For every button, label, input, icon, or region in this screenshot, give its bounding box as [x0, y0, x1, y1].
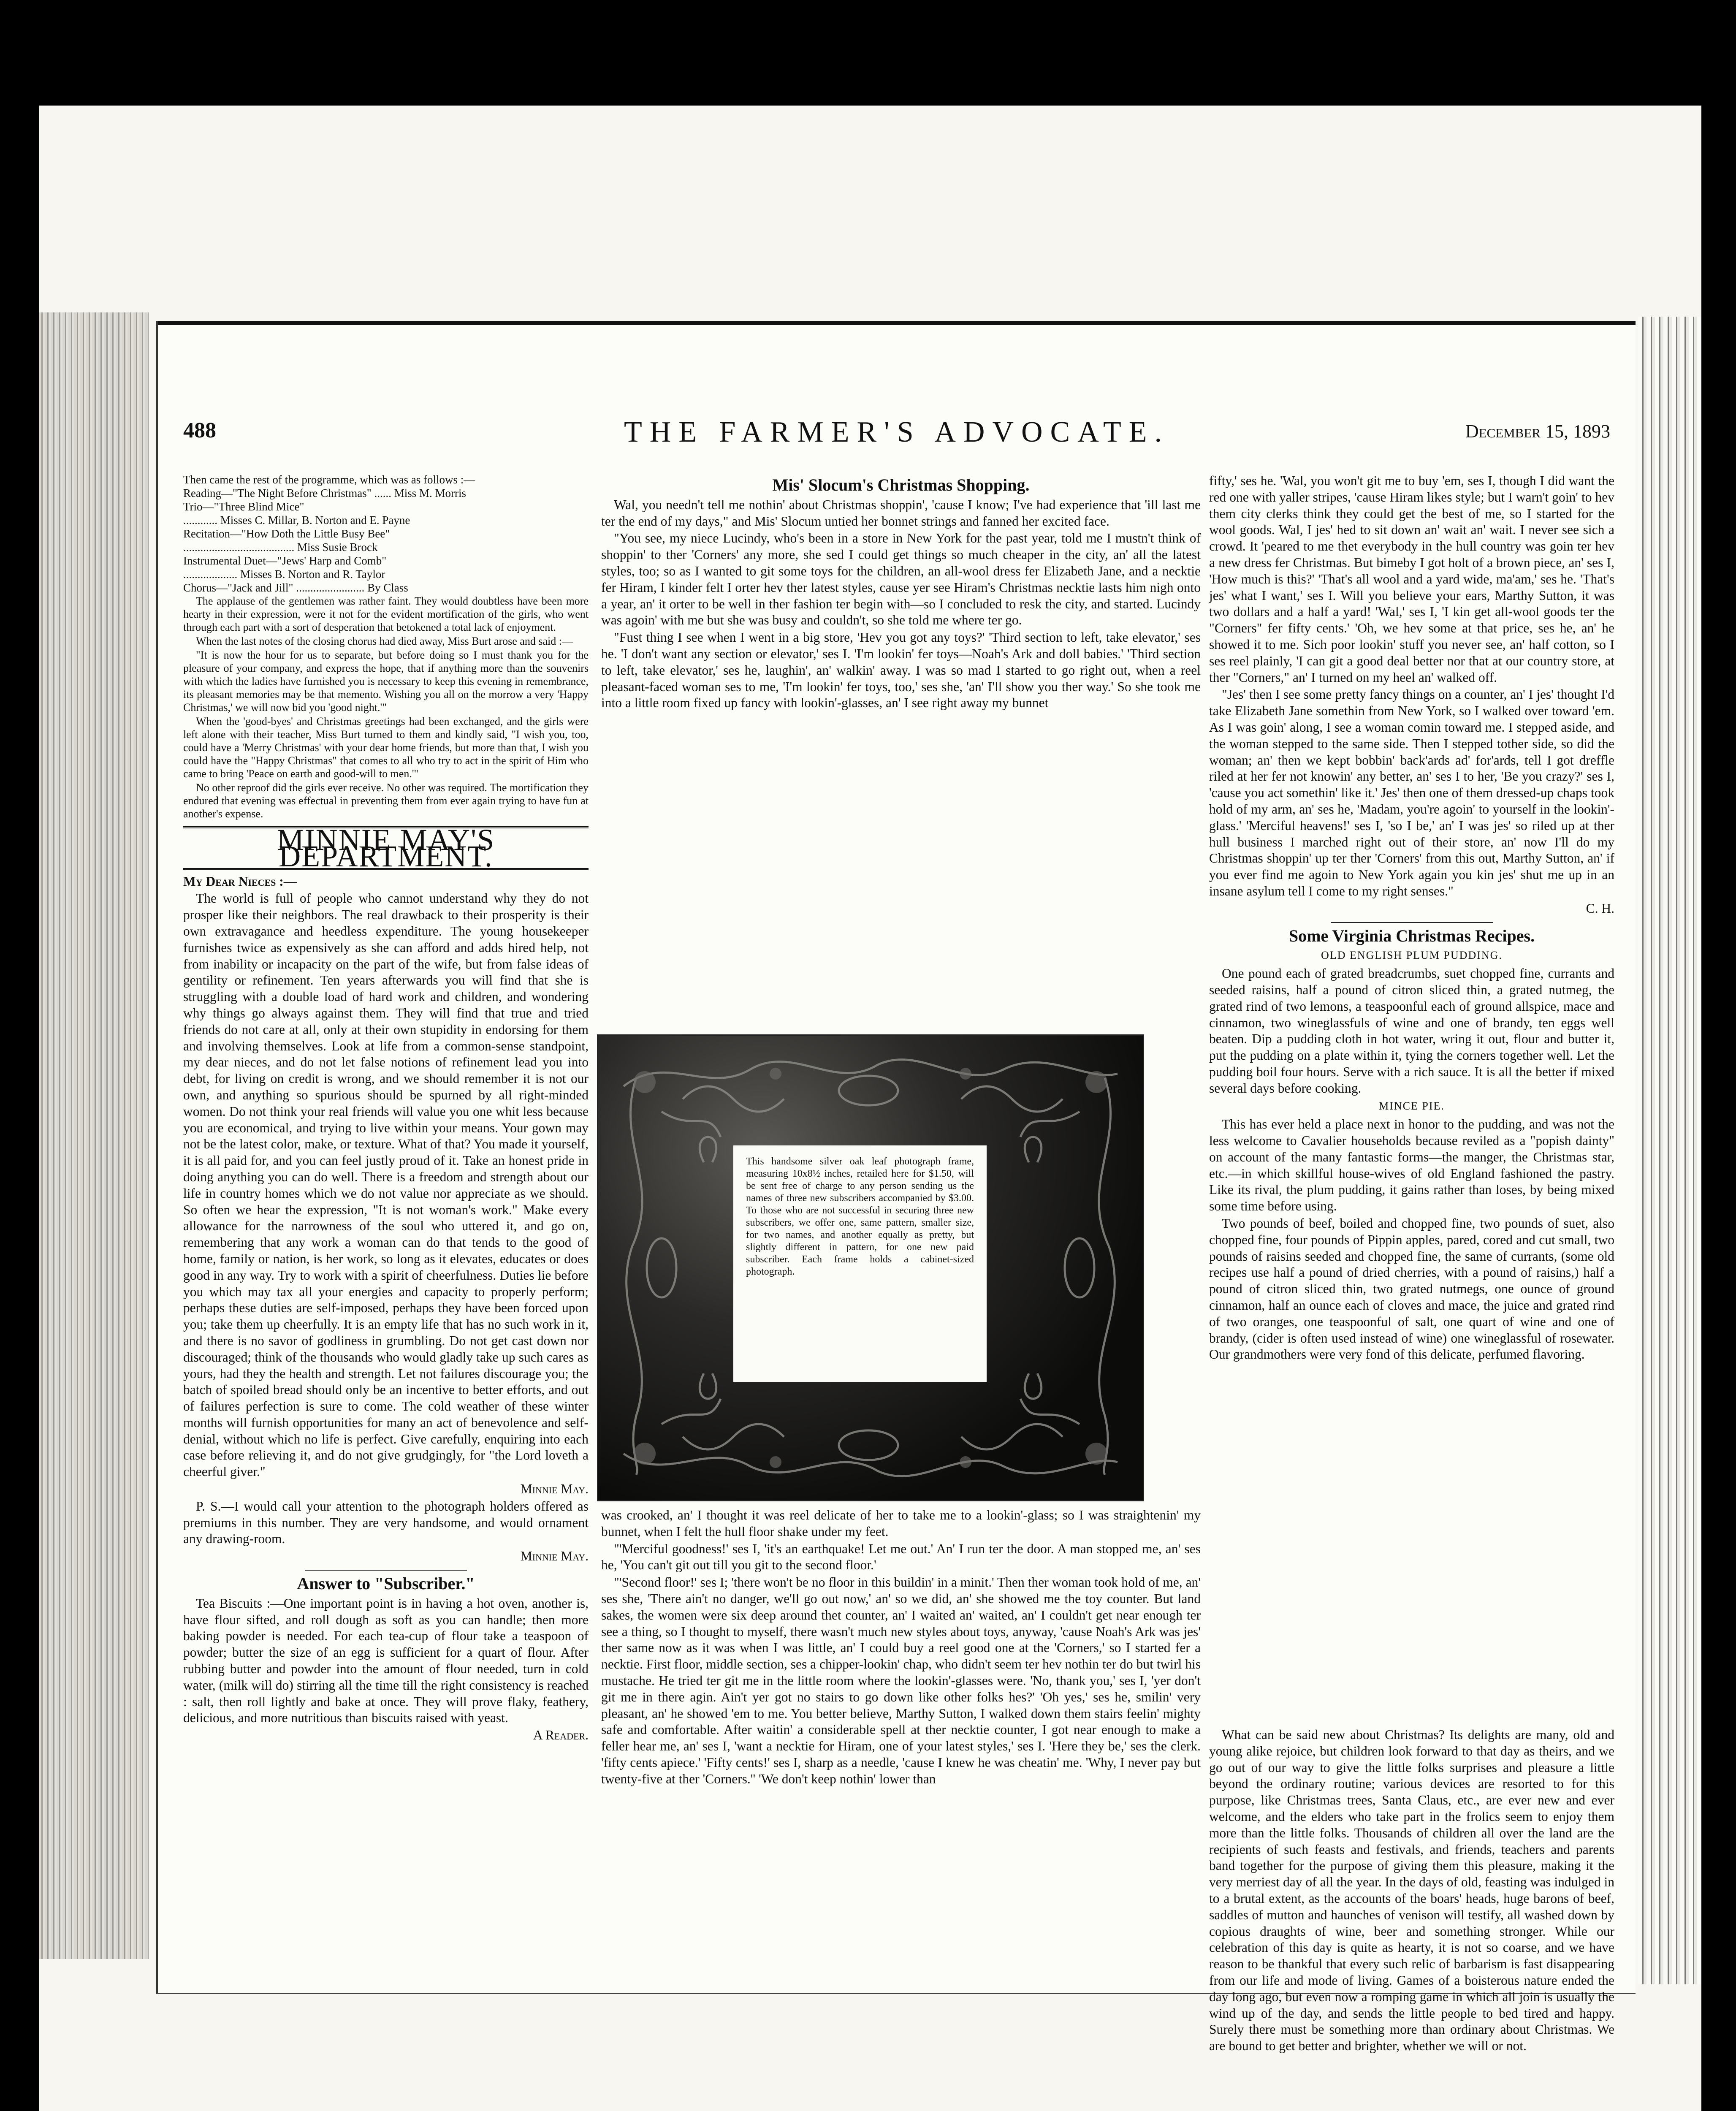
programme-line: Recitation—"How Doth the Little Busy Bee" [183, 527, 390, 540]
page-header [158, 418, 1636, 452]
paragraph: When the 'good-byes' and Christmas greetings had been exchanged, and the girls were left alone with their teacher, Miss Burt turned to them and kindly said, "I wish you, too, could have a 'Merry Christmas' with your dear home friends, but more than that, I wish you could have the "Happy Christmas" that comes to all who try to act in the spirit of Him who came to bring 'Peace on earth and good-will to men.'" [183, 715, 589, 780]
programme-line: ................... Misses B. Norton and R. Taylor [183, 568, 385, 581]
programme-intro: Then came the rest of the programme, which was as follows :— [183, 473, 475, 486]
column-right [1209, 473, 1614, 1364]
paragraph: "Jes' then I see some pretty fancy things on a counter, an' I jes' thought I'd take Elizabeth Jane somethin from New York, so I walked over toward 'em. As I was goin' along, I see a woman comin toward me. I stepped aside, and the woman stepped to the same side. Then I stepped tother side, so did the woman; an' then we kept bobbin' back'ards ad' for'ards, tell I got dreffle riled at her fer not knowin' any better, an' ses I to her, 'Be you crazy?' ses I, 'cause you act somethin' like it.' Jes' then one of them dressed-up chaps took hold of my arm, an' ses he, 'Madam, you're agoin' to yourself in the lookin'-glass.' 'Merciful heavens!' ses I, 'so I be,' an' I was jes' so riled up at ther hull business I marched right out of their store, an' now I'll do my Christmas shoppin' up ter ther 'Corners' from this out, Marthy Sutton, an' if you ever find me agoin to New York again you kin jes' shut me up in an insane asylum tell I come to my right senses." [1209, 687, 1614, 898]
party-story-end [183, 594, 589, 820]
recipe-text: One pound each of grated breadcrumbs, suet chopped fine, currants and seeded raisins, half a pound of citron sliced thin, a grated nutmeg, the grated rind of two lemons, a teaspoonful each of ground allspice, mace and cinnamon, two wineglassfuls of wine and one of brandy, ten eggs well beaten. Dip a pudding cloth in hot water, wring it out, flour and butter it, put the pudding on a plate within it, tying the corners together well. Let the pudding boil four hours. Serve with a rich sauce. It is all the better if mixed several days before cooking. [1209, 966, 1614, 1096]
paragraph: The applause of the gentlemen was rather faint. They would doubtless have been more hearty in their expression, were it not for the evident mortification of the girls, who went through each part with a sort of desperation that betokened a total lack of enjoyment. [183, 595, 589, 633]
recipe-title: OLD ENGLISH PLUM PUDDING. [1321, 949, 1503, 962]
programme-line: Trio—"Three Blind Mice" [183, 500, 304, 513]
paragraph: Tea Biscuits :—One important point is in having a hot oven, another is, have flour sifted, and roll dough as soft as you can handle; then more baking powder is needed. For each tea-cup of flour take a teaspoon of powder; butter the size of an egg is sufficient for a quart of flour. After rubbing butter and powder into the amount of flour needed, turn in cold water, (milk will do) stirring all the time till the right consistency is reached : salt, then roll lightly and bake at once. They will prove flaky, feathery, delicious, and more nutritious than biscuits raised with yeast. [183, 1595, 589, 1726]
book-page-edges-left [39, 312, 149, 1959]
issue-date: December 15, 1893 [1465, 421, 1610, 442]
column-middle-continued [601, 1507, 1201, 1788]
recipe-text: This has ever held a place next in honor to the pudding, and was not the less welcome to Cavalier households because reviled as a "popish dainty" on account of the many fantastic forms—the manger, the Christmas star, etc.—in which skillful house-wives of old England fashioned the pastry. Like its rival, the plum pudding, it gains rather than loses, by being mixed some time before using. [1209, 1117, 1614, 1214]
book-page-edges-right [1638, 317, 1701, 1984]
column-middle [601, 473, 1201, 712]
newspaper-page [156, 321, 1636, 2054]
paragraph: No other reproof did the girls ever receive. No other was required. The mortification they endured that evening was effectual in preventing them from ever again trying to have fun at another's expense. [183, 781, 589, 820]
section-heading: Answer to "Subscriber." [297, 1574, 475, 1593]
signature: A Reader. [533, 1728, 589, 1743]
paragraph: "Fust thing I see when I went in a big store, 'Hev you got any toys?' 'Third section to left, take elevator,' ses he. 'I don't want any section or elevator,' ses I. 'I'm lookin' fer toys—Noah's Ark and doll babies.' 'Third section to left, take elevator,' ses he, laughin', an' walkin' away. I was so mad I started to go right out, when a reel pleasant-faced woman ses to me, 'I'm lookin' fer toys, too,' ses she, 'an' I'll show you ther way.' So she took me into a little room fixed up fancy with lookin'-glasses, an' I see right away my bunnet [601, 630, 1201, 711]
signature: C. H. [1586, 901, 1614, 916]
paragraph: The world is full of people who cannot understand why they do not prosper like their neighbors. The real drawback to their prosperity is their own extravagance and heedless expenditure. The young housekeeper furnishes twice as expensively as she can afford and adds hired help, not from inability or incapacity on the part of the wife, but from false ideas of gentility or refinement. Ten years afterwards you will find that she is struggling with a double load of hard work and children, and wondering why things go always against them. They will find that true and tried friends do not care at all, only at their own stupidity in endorsing for them and involving themselves. Look at life from a common-sense standpoint, my dear nieces, and do not let false notions of refinement lead you into debt, for living on credit is wrong, and we should remember it is not our own, and anything so spurious should be spurned by all right-minded women. Do not think your real friends will value you one whit less because you are economical, and trying to live within your means. Your gown may not be the latest color, make, or texture. What of that? You made it yourself, it is all paid for, and you can feel justly proud of it. Take an honest pride in doing anything you can do well. There is a freedom and strength about our life in country homes which we do not value nor appreciate as we should. So often we hear the expression, "It is not woman's work." Make every allowance for the narrowness of the soul who uttered it, and go on, remembering that any work a woman can do that tends to the good of home, family or nation, is her work, so long as it elevates, educates or does good in any way. Try to work with a spirit of cheerfulness. Duties lie before you which may tax all your energies and capacity to properly perform; perhaps these duties are self-imposed, perhaps they have been forced upon you; take them up cheerfully. It is an empty life that has no such work in it, and there is no savor of godliness in grumbling. Do not get cast down nor discouraged; think of the thousands who would gladly take up such cares as yours, had they the health and strength. Let not failures discourage you; the batch of spoiled bread should only be an incentive to better efforts, and out of failures perfection is sure to come. The cold weather of these winter months will furnish opportunities for many an act of benevolence and self-denial, without which no life is perfect. Give carefully, enquiring into each case before relieving it, and do not give grudgingly, for "the Lord loveth a cheerful giver." [183, 891, 589, 1479]
recipe-text: Two pounds of beef, boiled and chopped fine, two pounds of suet, also chopped fine, four pounds of Pippin apples, pared, cored and cut small, two pounds of raisins seeded and chopped fine, the same of currants, (some old recipes use half a pound of dried cherries, with a pound of raisins,) half a pound of citron sliced thin, two grated nutmegs, one ounce of ground cinnamon, half an ounce each of cloves and mace, the juice and grated rind of two oranges, one teaspoonful of salt, one quart of wine and one of brandy, (cider is often used instead of wine) one wineglassful of rosewater. Our grandmothers were very fond of this delicate, perfumed flavoring. [1209, 1216, 1614, 1362]
department-heading: MINNIE MAY'S DEPARTMENT. [183, 826, 589, 870]
paragraph: When the last notes of the closing chorus had died away, Miss Burt arose and said :— [196, 635, 573, 647]
salutation: My Dear Nieces :— [183, 874, 297, 889]
paragraph: Wal, you needn't tell me nothin' about Christmas shoppin', 'cause I know; I've had experience that 'ill last me ter the end of my days," and Mis' Slocum untied her bonnet strings and fanned her excited face. [601, 497, 1201, 529]
top-rule [158, 321, 1636, 325]
postscript: P. S.—I would call your attention to the photograph holders offered as premiums in this number. They are very handsome, and would ornament any drawing-room. [183, 1498, 589, 1547]
masthead-title: THE FARMER'S ADVOCATE. [624, 416, 1170, 448]
christmas-essay [1209, 1727, 1614, 2055]
programme-block [183, 473, 589, 594]
photo-caption-window [733, 1145, 987, 1382]
photo-caption: This handsome silver oak leaf photograph frame, measuring 10x8½ inches, retailed here for $1.50, will be sent free of charge to any person sending us the names of three new subscribers accompanied by $3.00. To those who are not successful in securing three new subscribers, we offer one, same pattern, smaller size, for two names, and another equally as pretty, but slightly different in pattern, for one new paid subscriber. Each frame holds a cabinet-sized photograph. [746, 1156, 974, 1277]
section-heading: Some Virginia Christmas Recipes. [1288, 926, 1535, 945]
programme-line: ....................................... Miss Susie Brock [183, 541, 378, 554]
paragraph: "'Merciful goodness!' ses I, 'it's an earthquake! Let me out.' An' I run ter the door. A man stopped me, an' ses he, 'You can't git out till you git to the second floor.' [601, 1541, 1201, 1573]
programme-line: Instrumental Duet—"Jews' Harp and Comb" [183, 554, 387, 567]
film-border [0, 0, 1736, 106]
paragraph: "You see, my niece Lucindy, who's been in a store in New York for the past year, told me I mustn't think of shoppin' to ther 'Corners' any more, she sed I could get things so much cheaper in the city, an' all the latest styles, too; so as I wanted to git some toys for the children, an all-wool dress fer Elizabeth Jane, and a necktie fer Hiram, I kinder felt I orter hev ther latest styles, cause yer see Hiram's Christmas necktie lasts him nigh onto a year, an' it orter to be well in ther fashion ter begin with—so I concluded to resk the city, and started. Lucindy was agoin' with me but she was busy and couldn't, so she told me where ter go. [601, 531, 1201, 628]
paragraph: fifty,' ses he. 'Wal, you won't git me to buy 'em, ses I, though I did want the red one with yaller stripes, 'cause Hiram likes style; but I warn't goin' to hev them city clerks think they could get the best of me, so I started for the wool goods. Wal, I jes' hed to sit down an' wait an' wait. I never see sich a crowd. It 'peared to me thet everybody in the hull country was goin ter hev a new dress fer Christmas. But bimeby I got holt of a brown piece, an' ses I, 'How much is this?' 'That's all wool and a yard wide, ma'am,' ses he. 'That's jes' what I want,' ses I. Will you believe your ears, Marthy Sutton, it was two dollars and a half a yard! 'Wal,' ses I, 'I kin get all-wool goods ter the "Corners" fer fifty cents.' 'Oh, we hev some at that price, ses he, an' he showed it to me. Sich poor lookin' stuff you never see, an' half cotton, so I ses reel plainly, 'I can git a good deal better nor that at our country store, at ther "Corners," an' I turned on my heel an' walked off. [1209, 473, 1614, 685]
divider [1331, 922, 1493, 923]
column-left [183, 473, 589, 1745]
programme-line: ............ Misses C. Millar, B. Norton and E. Payne [183, 514, 410, 526]
story-heading: Mis' Slocum's Christmas Shopping. [772, 475, 1030, 494]
signature: Minnie May. [520, 1481, 589, 1497]
programme-line: Reading—"The Night Before Christmas" ...... Miss M. Morris [183, 487, 466, 499]
paragraph: What can be said new about Christmas? Its delights are many, old and young alike rejoice, but children look forward to that day as theirs, and we go out of our way to give the little folks surprises and pleasure a little beyond the ordinary routine; various devices are resorted to for this purpose, like Christmas trees, Santa Claus, etc., are ever new and ever welcome, and the elders who take part in the frolics seem to enjoy them more than the little folks. Thousands of children all over the land are the recipients of such feasts and festivals, and friends, teachers and parents band together for the purpose of giving them this pleasure, making it the very merriest day of all the year. In the days of old, feasting was indulged in to a brutal extent, as the accounts of the boars' heads, huge barons of beef, saddles of mutton and haunches of venison will testify, all washed down by copious draughts of wine, beer and something stronger. While our celebration of this day is quite as hearty, it is not so coarse, and we have reason to be thankful that every such relic of barbarism is fast disappearing from our life and mode of living. Games of a boisterous nature ended the day long ago, but even now a romping game in which all join is usually the wind up of the day, and sends the little people to bed tired and happy. Surely there must be something more than ordinary about Christmas. We are bound to get better and brighter, whether we will or not. [1209, 1727, 1614, 2054]
signature: Minnie May. [520, 1549, 589, 1564]
paragraph: was crooked, an' I thought it was reel delicate of her to take me to a lookin'-glass; so I was straightenin' my bunnet, when I felt the hull floor shake under my feet. [601, 1508, 1201, 1539]
programme-line: Chorus—"Jack and Jill" ........................ By Class [183, 581, 408, 594]
photo-frame-illustration [597, 1034, 1144, 1501]
paragraph: "It is now the hour for us to separate, but before doing so I must thank you for the pleasure of your company, and express the hope, that if anything more than the souvenirs with which the ladies have furnished you is necessary to keep this evening in remembrance, its pleasant memories may be that memento. Wishing you all on the morrow a very 'Happy Christmas,' we will now bid you 'good night.'" [183, 649, 589, 714]
page-number: 488 [183, 418, 216, 442]
paragraph: "'Second floor!' ses I; 'there won't be no floor in this buildin' in a minit.' Then ther woman took hold of me, an' ses she, 'There ain't no danger, we'll go out now,' an' so we did, an' she showed me the toy counter. But land sakes, the women were six deep around thet counter, an' I waited an' waited, an' I couldn't get near enough ter see a thing, so I thought to myself, there wasn't much new styles about toys, anyway, 'cause Noah's Ark was jes' ther same now as it was when I was little, an' I could buy a reel good one at the 'Corners,' so I started fer a necktie. First floor, middle section, ses a chipper-lookin' chap, who didn't seem ter hev nothin ter do but twirl his mustache. He tried ter git me in the little room where the lookin'-glasses were. 'No, thank you,' ses I, 'yer don't git me in there agin. Ain't yer got no stairs to go down like other folks hes?' 'Oh yes,' ses he, smilin' very pleasant, an' he showed 'em to me. You better believe, Marthy Sutton, I walked down them stairs feelin' mighty safe and comfortable. After waitin' a considerable spell at ther necktie counter, I got near enough to make a feller hear me, an' ses I, 'want a necktie for Hiram, one of your latest styles,' ses I. 'Here they be,' ses the clerk. 'fifty cents apiece.' 'Fifty cents!' ses I, sharp as a needle, 'cause I knew he was cheatin' me. 'Why, I never pay but twenty-five at ther 'Corners.'' 'We don't keep nothin' lower than [601, 1575, 1201, 1786]
divider [305, 1570, 467, 1571]
recipe-title: MINCE PIE. [1379, 1100, 1445, 1112]
